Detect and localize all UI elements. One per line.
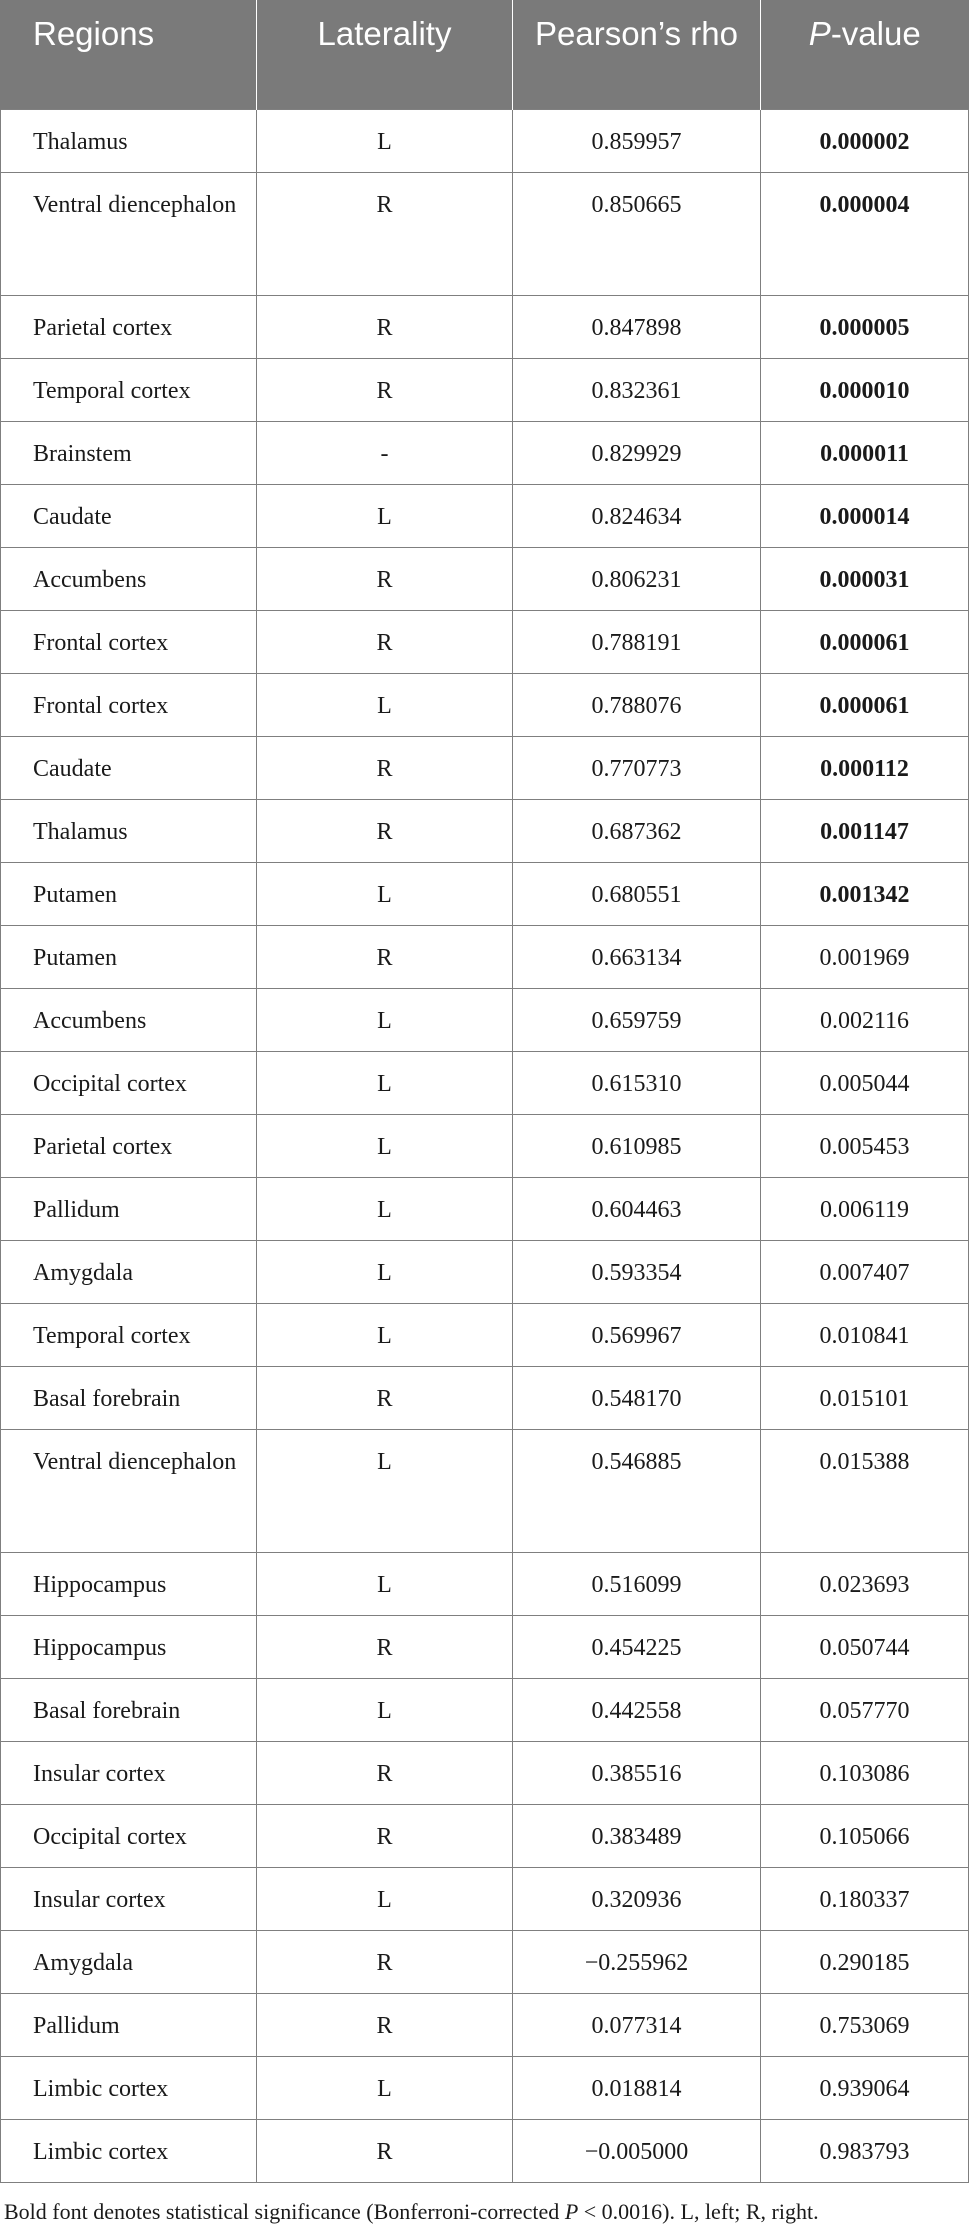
region-cell: Putamen — [1, 862, 257, 925]
region-cell: Accumbens — [1, 547, 257, 610]
region-cell: Thalamus — [1, 109, 257, 172]
table-row — [1, 1240, 969, 1303]
table-row — [1, 1429, 969, 1552]
region-cell: Amygdala — [1, 1240, 257, 1303]
laterality-cell: R — [257, 1804, 513, 1867]
region-cell: Basal forebrain — [1, 1678, 257, 1741]
table-row — [1, 547, 969, 610]
table-row — [1, 862, 969, 925]
p-value-cell: 0.001969 — [761, 925, 969, 988]
laterality-cell: L — [257, 988, 513, 1051]
p-value-cell: 0.000011 — [761, 421, 969, 484]
rho-cell: 0.548170 — [513, 1366, 761, 1429]
laterality-cell: R — [257, 610, 513, 673]
rho-cell: 0.687362 — [513, 799, 761, 862]
rho-cell: 0.806231 — [513, 547, 761, 610]
header-row — [1, 0, 969, 109]
region-cell: Ventral diencephalon — [1, 1429, 257, 1552]
table-row — [1, 988, 969, 1051]
rho-cell: 0.593354 — [513, 1240, 761, 1303]
region-cell: Brainstem — [1, 421, 257, 484]
rho-cell: 0.615310 — [513, 1051, 761, 1114]
rho-cell: 0.546885 — [513, 1429, 761, 1552]
rho-cell: 0.824634 — [513, 484, 761, 547]
rho-cell: 0.077314 — [513, 1993, 761, 2056]
region-cell: Thalamus — [1, 799, 257, 862]
p-value-cell: 0.983793 — [761, 2119, 969, 2182]
table-row — [1, 2119, 969, 2182]
p-value-cell: 0.000014 — [761, 484, 969, 547]
table-row — [1, 673, 969, 736]
rho-cell: 0.788191 — [513, 610, 761, 673]
p-value-cell: 0.023693 — [761, 1552, 969, 1615]
region-cell: Pallidum — [1, 1177, 257, 1240]
header-pearsons-rho: Pearson’s rho — [513, 0, 761, 109]
rho-cell: 0.770773 — [513, 736, 761, 799]
p-value-cell: 0.050744 — [761, 1615, 969, 1678]
table-row — [1, 799, 969, 862]
rho-cell: 0.610985 — [513, 1114, 761, 1177]
laterality-cell: R — [257, 1993, 513, 2056]
p-value-cell: 0.006119 — [761, 1177, 969, 1240]
region-cell: Insular cortex — [1, 1867, 257, 1930]
region-cell: Frontal cortex — [1, 610, 257, 673]
rho-cell: 0.850665 — [513, 172, 761, 295]
p-value-cell: 0.103086 — [761, 1741, 969, 1804]
region-cell: Ventral diencephalon — [1, 172, 257, 295]
table-row — [1, 1741, 969, 1804]
laterality-cell: L — [257, 1051, 513, 1114]
p-value-cell: 0.005453 — [761, 1114, 969, 1177]
table-body — [1, 109, 969, 2182]
table-row — [1, 1867, 969, 1930]
region-cell: Parietal cortex — [1, 1114, 257, 1177]
p-value-cell: 0.002116 — [761, 988, 969, 1051]
p-value-cell: 0.105066 — [761, 1804, 969, 1867]
laterality-cell: R — [257, 736, 513, 799]
p-value-cell: 0.005044 — [761, 1051, 969, 1114]
p-value-cell: 0.057770 — [761, 1678, 969, 1741]
rho-cell: 0.569967 — [513, 1303, 761, 1366]
laterality-cell: L — [257, 1867, 513, 1930]
rho-cell: 0.442558 — [513, 1678, 761, 1741]
rho-cell: 0.454225 — [513, 1615, 761, 1678]
laterality-cell: L — [257, 1114, 513, 1177]
p-value-cell: 0.290185 — [761, 1930, 969, 1993]
rho-cell: 0.859957 — [513, 109, 761, 172]
table-row — [1, 1993, 969, 2056]
table-header — [1, 0, 969, 109]
table-row — [1, 2056, 969, 2119]
laterality-cell: L — [257, 1429, 513, 1552]
table-footnote — [0, 2191, 970, 2229]
laterality-cell: L — [257, 484, 513, 547]
laterality-cell: R — [257, 1930, 513, 1993]
p-value-cell: 0.000010 — [761, 358, 969, 421]
table-row — [1, 1678, 969, 1741]
rho-cell: 0.604463 — [513, 1177, 761, 1240]
header-p-suffix: -value — [830, 15, 921, 52]
table-row — [1, 484, 969, 547]
table-row — [1, 1552, 969, 1615]
table-row — [1, 1930, 969, 1993]
header-p-italic: P — [808, 15, 831, 52]
region-cell: Accumbens — [1, 988, 257, 1051]
rho-cell: 0.659759 — [513, 988, 761, 1051]
laterality-cell: L — [257, 2056, 513, 2119]
table-row — [1, 1051, 969, 1114]
rho-cell: 0.383489 — [513, 1804, 761, 1867]
p-value-cell: 0.015388 — [761, 1429, 969, 1552]
region-cell: Hippocampus — [1, 1552, 257, 1615]
region-cell: Amygdala — [1, 1930, 257, 1993]
table-row — [1, 358, 969, 421]
header-laterality: Laterality — [257, 0, 513, 109]
region-cell: Occipital cortex — [1, 1804, 257, 1867]
laterality-cell: - — [257, 421, 513, 484]
p-value-cell: 0.001342 — [761, 862, 969, 925]
rho-cell: 0.832361 — [513, 358, 761, 421]
region-cell: Limbic cortex — [1, 2119, 257, 2182]
table-row — [1, 610, 969, 673]
region-cell: Occipital cortex — [1, 1051, 257, 1114]
region-cell: Insular cortex — [1, 1741, 257, 1804]
table-row — [1, 109, 969, 172]
laterality-cell: R — [257, 1366, 513, 1429]
laterality-cell: L — [257, 1678, 513, 1741]
p-value-cell: 0.000004 — [761, 172, 969, 295]
rho-cell: 0.320936 — [513, 1867, 761, 1930]
p-value-cell: 0.000002 — [761, 109, 969, 172]
laterality-cell: R — [257, 1615, 513, 1678]
p-value-cell: 0.753069 — [761, 1993, 969, 2056]
p-value-cell: 0.015101 — [761, 1366, 969, 1429]
laterality-cell: L — [257, 109, 513, 172]
p-value-cell: 0.000005 — [761, 295, 969, 358]
region-cell: Caudate — [1, 736, 257, 799]
laterality-cell: R — [257, 547, 513, 610]
laterality-cell: R — [257, 2119, 513, 2182]
region-cell: Limbic cortex — [1, 2056, 257, 2119]
footnote-text-1: Bold font denotes statistical significance (Bonferroni-corrected — [4, 2198, 565, 2224]
laterality-cell: L — [257, 1240, 513, 1303]
table-row — [1, 1615, 969, 1678]
table-row — [1, 1366, 969, 1429]
region-cell: Pallidum — [1, 1993, 257, 2056]
rho-cell: 0.018814 — [513, 2056, 761, 2119]
rho-cell: 0.788076 — [513, 673, 761, 736]
rho-cell: 0.385516 — [513, 1741, 761, 1804]
laterality-cell: R — [257, 1741, 513, 1804]
table-row — [1, 1177, 969, 1240]
rho-cell: 0.680551 — [513, 862, 761, 925]
header-p-value — [761, 0, 969, 109]
region-cell: Frontal cortex — [1, 673, 257, 736]
region-cell: Temporal cortex — [1, 1303, 257, 1366]
p-value-cell: 0.000031 — [761, 547, 969, 610]
laterality-cell: R — [257, 172, 513, 295]
p-value-cell: 0.001147 — [761, 799, 969, 862]
footnote-text-2: < 0.0016). L, left; R, right. — [578, 2198, 819, 2224]
rho-cell: −0.255962 — [513, 1930, 761, 1993]
table-row — [1, 295, 969, 358]
header-regions: Regions — [1, 0, 257, 109]
region-cell: Caudate — [1, 484, 257, 547]
p-value-cell: 0.007407 — [761, 1240, 969, 1303]
table-row — [1, 1303, 969, 1366]
laterality-cell: L — [257, 862, 513, 925]
table-row — [1, 1114, 969, 1177]
p-value-cell: 0.010841 — [761, 1303, 969, 1366]
laterality-cell: L — [257, 673, 513, 736]
region-cell: Putamen — [1, 925, 257, 988]
laterality-cell: R — [257, 799, 513, 862]
laterality-cell: R — [257, 925, 513, 988]
p-value-cell: 0.939064 — [761, 2056, 969, 2119]
footnote-p-italic: P — [564, 2198, 579, 2224]
rho-cell: 0.663134 — [513, 925, 761, 988]
laterality-cell: R — [257, 295, 513, 358]
region-cell: Parietal cortex — [1, 295, 257, 358]
p-value-cell: 0.000112 — [761, 736, 969, 799]
laterality-cell: L — [257, 1552, 513, 1615]
laterality-cell: L — [257, 1177, 513, 1240]
table-row — [1, 172, 969, 295]
region-cell: Hippocampus — [1, 1615, 257, 1678]
rho-cell: 0.829929 — [513, 421, 761, 484]
p-value-cell: 0.000061 — [761, 673, 969, 736]
p-value-cell: 0.180337 — [761, 1867, 969, 1930]
table-row — [1, 736, 969, 799]
laterality-cell: R — [257, 358, 513, 421]
rho-cell: −0.005000 — [513, 2119, 761, 2182]
p-value-cell: 0.000061 — [761, 610, 969, 673]
region-cell: Basal forebrain — [1, 1366, 257, 1429]
rho-cell: 0.516099 — [513, 1552, 761, 1615]
laterality-cell: L — [257, 1303, 513, 1366]
rho-cell: 0.847898 — [513, 295, 761, 358]
table-row — [1, 1804, 969, 1867]
region-cell: Temporal cortex — [1, 358, 257, 421]
table-row — [1, 925, 969, 988]
table-row — [1, 421, 969, 484]
